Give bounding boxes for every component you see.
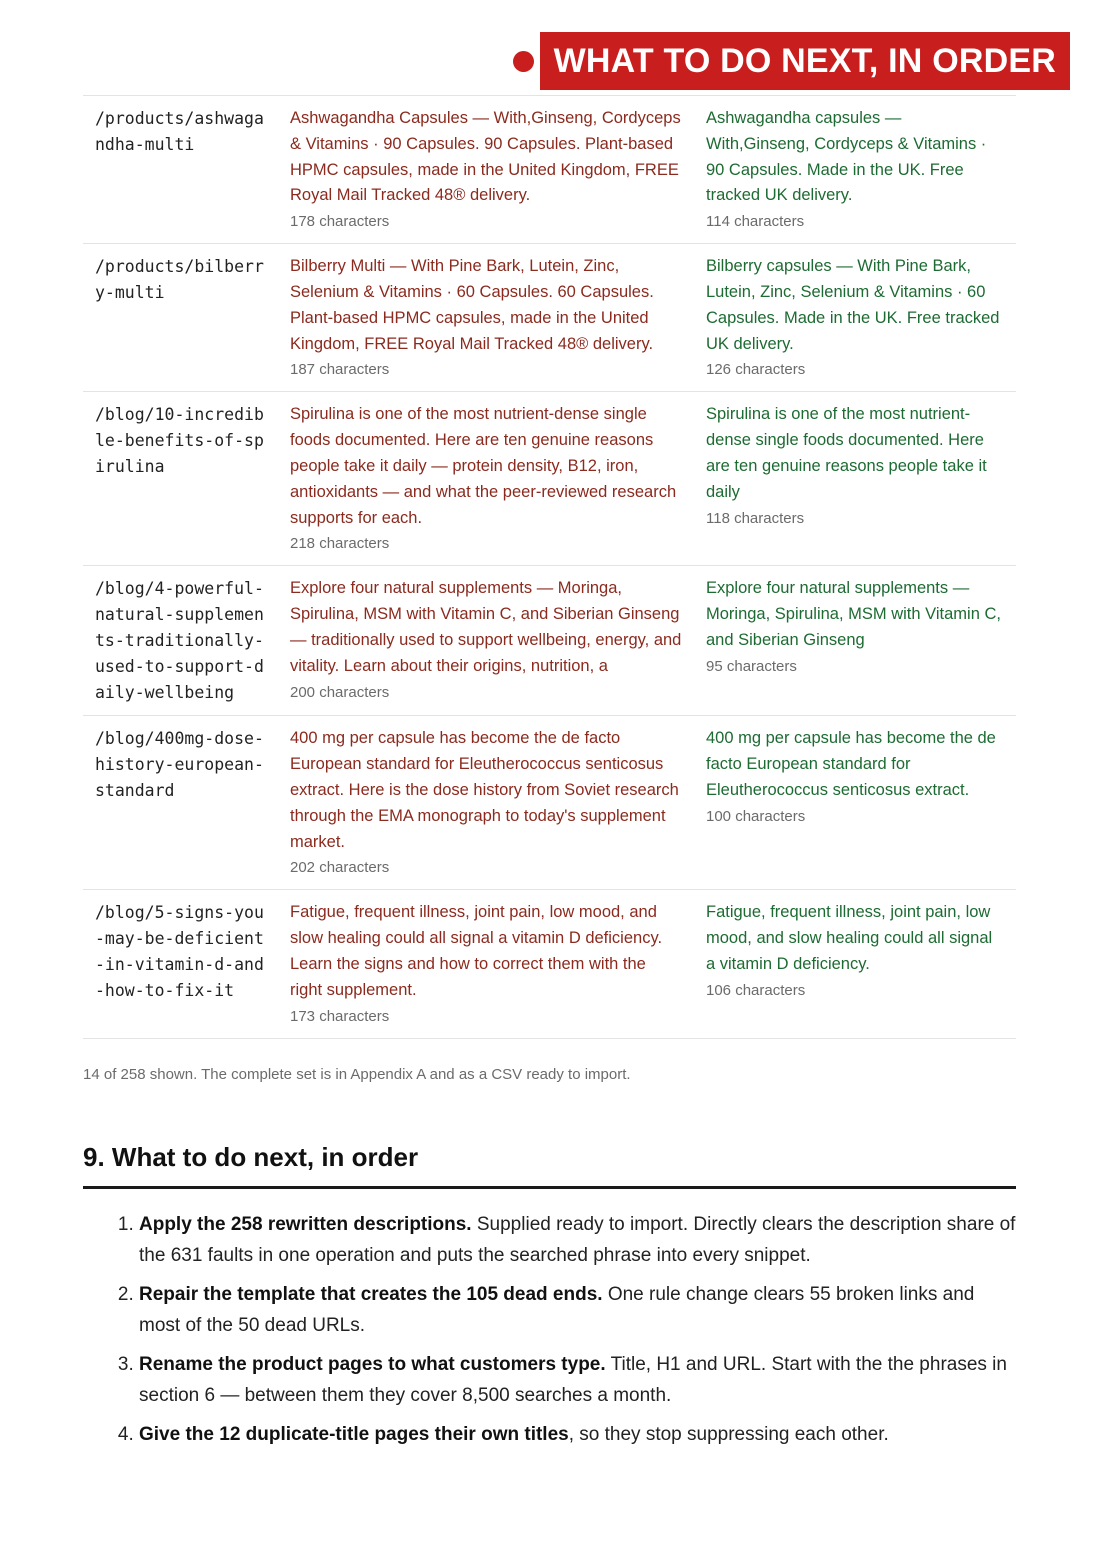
step-detail: Supplied ready to import. Directly clears the description share of the 631 faults in one operation and puts the searched phrase into every snippet. [139, 1213, 1016, 1266]
step-detail: One rule change clears 55 broken links and most of the 50 dead URLs. [139, 1283, 975, 1336]
step-detail: Title, H1 and URL. Start with the the phrases in section 6 — between them they cover 8,500 searches a month. [139, 1353, 1007, 1406]
step-title: Apply the 258 rewritten descriptions. [139, 1213, 472, 1235]
current-description: Bilberry Multi — With Pine Bark, Lutein, Zinc, Selenium & Vitamins · 60 Capsules. 60 Capsules. Plant-based HPMC capsules, made in the United Kingdom, FREE Royal Mail Tracked 48® delivery. [290, 257, 654, 353]
rewritten-description: Bilberry capsules — With Pine Bark, Lutein, Zinc, Selenium & Vitamins · 60 Capsules. Made in the UK. Free tracked UK delivery. [706, 257, 1000, 353]
step-title: Repair the template that creates the 105 dead ends. [139, 1283, 603, 1305]
table-footnote: 14 of 258 shown. The complete set is in Appendix A and as a CSV ready to import. [83, 1065, 631, 1083]
rewritten-description: Ashwagandha capsules — With,Ginseng, Cordyceps & Vitamins · 90 Capsules. Made in the UK. Free tracked UK delivery. [706, 109, 987, 205]
descriptions-table-body [83, 96, 1016, 1039]
character-count: 100 characters [706, 807, 806, 825]
current-description: Spirulina is one of the most nutrient-dense single foods documented. Here are ten genuine reasons people take it daily — protein density, B12, iron, antioxidants — and what the peer-reviewed research supports for each. [290, 405, 677, 527]
step-title: Give the 12 duplicate-title pages their own titles [139, 1423, 569, 1445]
current-description-cell [278, 244, 694, 392]
list-item [139, 1349, 1016, 1411]
page-url: /blog/4-powerful-natural-supplements-traditionally-used-to-support-daily-wellbeing [83, 566, 278, 716]
current-description: Explore four natural supplements — Moringa, Spirulina, MSM with Vitamin C, and Siberian Ginseng — traditionally used to support wellbeing, energy, and vitality. Learn about their origins, nutrition, a [290, 579, 682, 675]
character-count: 95 characters [706, 657, 797, 675]
table-row [83, 96, 1016, 244]
table-row [83, 566, 1016, 716]
current-description-cell [278, 890, 694, 1038]
list-item [139, 1279, 1016, 1341]
character-count: 173 characters [290, 1007, 390, 1025]
rewritten-description-cell [694, 96, 1016, 244]
step-detail: , so they stop suppressing each other. [568, 1423, 889, 1445]
page-url: /products/ashwagandha-multi [83, 96, 278, 244]
current-description-cell [278, 716, 694, 890]
character-count: 218 characters [290, 535, 390, 553]
list-item [139, 1209, 1016, 1271]
character-count: 202 characters [290, 859, 390, 877]
rewritten-description-cell [694, 566, 1016, 716]
page-content [83, 95, 1016, 1458]
list-item [139, 1419, 1016, 1450]
banner-title: WHAT TO DO NEXT, IN ORDER [540, 32, 1070, 90]
page-url: /blog/10-incredible-benefits-of-spirulina [83, 392, 278, 566]
section-heading: 9. What to do next, in order [83, 1141, 1016, 1189]
rewritten-description: Spirulina is one of the most nutrient-dense single foods documented. Here are ten genuine reasons people take it daily [706, 405, 987, 501]
character-count: 187 characters [290, 361, 390, 379]
character-count: 106 characters [706, 981, 806, 999]
character-count: 178 characters [290, 213, 390, 231]
character-count: 126 characters [706, 361, 806, 379]
rewritten-description: Explore four natural supplements — Moringa, Spirulina, MSM with Vitamin C, and Siberian Ginseng [706, 579, 1001, 649]
table-row [83, 890, 1016, 1038]
section-banner [513, 32, 1070, 90]
character-count: 114 characters [706, 213, 805, 231]
banner-dot-icon [513, 51, 534, 72]
current-description-cell [278, 96, 694, 244]
character-count: 118 characters [706, 509, 805, 527]
current-description-cell [278, 392, 694, 566]
descriptions-table [83, 95, 1016, 1039]
next-steps-list [83, 1209, 1016, 1450]
current-description: Ashwagandha Capsules — With,Ginseng, Cordyceps & Vitamins · 90 Capsules. 90 Capsules. Plant-based HPMC capsules, made in the United Kingdom, FREE Royal Mail Tracked 48® delivery. [290, 109, 681, 205]
rewritten-description-cell [694, 392, 1016, 566]
rewritten-description-cell [694, 890, 1016, 1038]
page-url: /blog/400mg-dose-history-european-standard [83, 716, 278, 890]
current-description: 400 mg per capsule has become the de facto European standard for Eleutherococcus senticosus extract. Here is the dose history from Soviet research through the EMA monograph to today's supplement market. [290, 729, 679, 851]
table-row [83, 244, 1016, 392]
character-count: 200 characters [290, 683, 390, 701]
step-title: Rename the product pages to what customers type. [139, 1353, 606, 1375]
table-row [83, 392, 1016, 566]
page-url: /blog/5-signs-you-may-be-deficient-in-vitamin-d-and-how-to-fix-it [83, 890, 278, 1038]
page-url: /products/bilberry-multi [83, 244, 278, 392]
rewritten-description-cell [694, 716, 1016, 890]
rewritten-description-cell [694, 244, 1016, 392]
rewritten-description: Fatigue, frequent illness, joint pain, low mood, and slow healing could all signal a vitamin D deficiency. [706, 903, 993, 973]
current-description-cell [278, 566, 694, 716]
rewritten-description: 400 mg per capsule has become the de facto European standard for Eleutherococcus senticosus extract. [706, 729, 996, 799]
current-description: Fatigue, frequent illness, joint pain, low mood, and slow healing could all signal a vitamin D deficiency. Learn the signs and how to correct them with the right supplement. [290, 903, 663, 999]
table-row [83, 716, 1016, 890]
